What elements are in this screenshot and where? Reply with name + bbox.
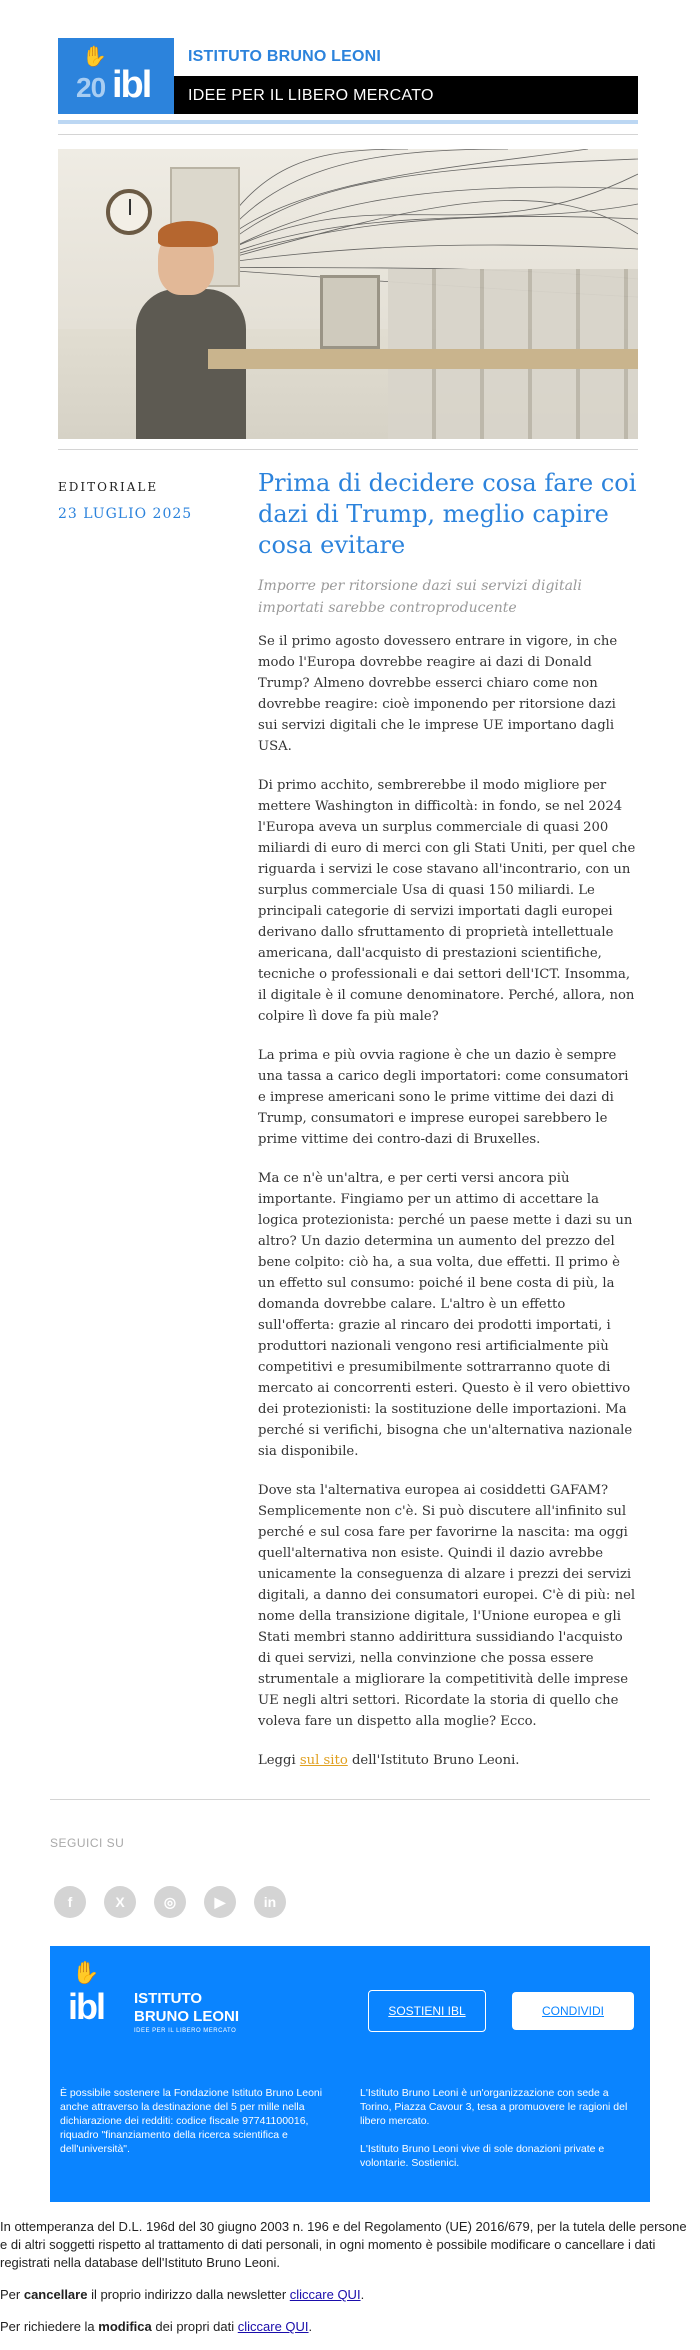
tagline-bar: IDEE PER IL LIBERO MERCATO	[174, 76, 638, 114]
torch-hand-icon: ✋	[72, 1960, 100, 1985]
logo-anniversary-number: 20	[76, 72, 106, 103]
article-body	[258, 468, 638, 1771]
edit-data-link[interactable]: cliccare QUI	[237, 2319, 309, 2334]
unsubscribe-mid: il proprio indirizzo dalla newsletter	[87, 2287, 290, 2302]
hero-illustration	[58, 149, 638, 439]
article-paragraph: Ma ce n'è un'altra, e per certi versi ancora più importante. Fingiamo per un attimo di accettare la logica protezionista: perché un paese mette i dazi su un altro? Un dazio determina un aumento del prezzo del bene colpito: ciò ha, a sua volta, due effetti. Il primo è un effetto sul consumo: poiché il bene costa di più, la domanda dovrebbe calare. L'altro è un effetto sull'offerta: grazie al rincaro dei prodotti importati, i produttori nazionali vengono resi artificialmente più competitivi e presumibilmente sottrarranno quote di mercato ai concorrenti esteri. Questo è il vero obiettivo dei protezionisti: la sostituzione delle importazioni. Ma perché si verifichi, bisogna che un'alternativa nazionale sia disponibile.	[258, 1171, 633, 1459]
article-meta	[58, 480, 238, 522]
article-paragraph: La prima e più ovvia ragione è che un dazio è sempre una tassa a carico degli importatori: come consumatori e imprese americani sono le prime vittime dei dazi di Trump, consumatori e imprese europei sarebbero le prime vittime dei contro-dazi di Bruxelles.	[258, 1048, 629, 1147]
social-links	[54, 1886, 700, 1918]
footer-logo-text: ibl	[68, 1986, 104, 2027]
divider	[58, 449, 638, 450]
torch-hand-icon: ✋	[82, 46, 107, 68]
edit-data-line	[0, 2318, 692, 2336]
newsletter-header	[58, 38, 638, 114]
footer-logo-name: BRUNO LEONI	[134, 2008, 239, 2025]
org-name: ISTITUTO BRUNO LEONI	[188, 48, 382, 65]
article-paragraph: Dove sta l'alternativa europea ai cosiddetti GAFAM? Semplicemente non c'è. Si può discutere all'infinito sul perché e sul cosa fare per favorirne la nascita: ma oggi quell'alternativa non esiste. Quindi il dazio avrebbe unicamente la conseguenza di alzare i prezzi dei servizi digitali, a danno dei consumatori europei. C'è di più: nel nome della transizione digitale, l'Unione europea e gli Stati membri stanno addirittura sussidiando l'acquisto di quei servizi, nella convinzione che possa essere strumentale a migliorare la competitività delle imprese UE negli altri settori. Ricordate la storia di quello che voleva fare un dispetto alla moglie? Ecco.	[258, 1483, 636, 1729]
logo-text: ibl	[112, 64, 151, 106]
divider	[58, 134, 638, 135]
read-more	[258, 1750, 638, 1771]
read-more-suffix: dell'Istituto Bruno Leoni.	[347, 1753, 520, 1768]
follow-label: SEGUICI SU	[50, 1836, 125, 1850]
footer-logo-name: ISTITUTO	[134, 1990, 203, 2007]
illustration-person-hair	[158, 221, 218, 247]
article-subtitle: Imporre per ritorsione dazi sui servizi digitali importati sarebbe controproducente	[258, 578, 582, 616]
edit-bold: modifica	[98, 2319, 152, 2334]
unsubscribe-line	[0, 2286, 692, 2304]
footer-logo-tagline: IDEE PER IL LIBERO MERCATO	[134, 2028, 237, 2034]
article-category: EDITORIALE	[58, 480, 159, 494]
linkedin-icon[interactable]: in	[254, 1886, 286, 1918]
unsubscribe-prefix: Per	[0, 2287, 24, 2302]
article-date: 23 LUGLIO 2025	[58, 506, 193, 522]
header-divider	[58, 120, 638, 124]
ibl-logo[interactable]	[58, 38, 174, 114]
footer-about-text: L'Istituto Bruno Leoni è un'organizzazione con sede a Torino, Piazza Cavour 3, tesa a promuovere le ragioni del libero mercato.	[360, 2087, 628, 2127]
unsubscribe-suffix: .	[360, 2287, 365, 2302]
facebook-icon[interactable]: f	[54, 1886, 86, 1918]
article-paragraph: Di primo acchito, sembrerebbe il modo migliore per mettere Washington in difficoltà: in fondo, se nel 2024 l'Europa aveva un surplus commerciale di quasi 200 miliardi di euro di merci con gli Stati Uniti, per quel che riguarda i servizi le cose stavano all'incontrario, con un surplus commerciale Usa di quasi 150 miliardi. Le principali categorie di servizi importati dagli europei derivano dallo sfruttamento di proprietà intellettuale americana, dall'acquisto di prestazioni scientifiche, tecniche o professionali e dai settori dell'ICT. Insomma, il digitale è il comune denominatore. Perché, allora, non colpire lì dove fa più male?	[258, 778, 636, 1024]
unsubscribe-link[interactable]: cliccare QUI	[289, 2287, 361, 2302]
article-title[interactable]: Prima di decidere cosa fare coi dazi di Trump, meglio capire cosa evitare	[258, 469, 637, 559]
x-twitter-icon[interactable]: X	[104, 1886, 136, 1918]
article-paragraph: Se il primo agosto dovessero entrare in vigore, in che modo l'Europa dovrebbe reagire ai dazi di Donald Trump? Almeno dovrebbe esserci chiaro come non dovrebbe reagire: cioè imponendo per ritorsione dazi sui servizi digitali che le imprese UE importano dagli USA.	[258, 634, 618, 754]
privacy-notice: In ottemperanza del D.L. 196d del 30 giugno 2003 n. 196 e del Regolamento (UE) 2016/679, per la tutela delle persone e di altri soggetti rispetto al trattamento di dati personali, in ogni momento è possibile modificare o cancellare i dati registrati nella database dell'Istituto Bruno Leoni.	[0, 2219, 687, 2270]
instagram-icon[interactable]: ◎	[154, 1886, 186, 1918]
read-more-link[interactable]: sul sito	[299, 1753, 348, 1768]
share-button[interactable]: CONDIVIDI	[512, 1992, 634, 2030]
edit-mid: dei propri dati	[151, 2319, 238, 2334]
legal-notice	[0, 2218, 700, 2336]
illustration-desk	[208, 349, 638, 369]
clock-icon	[106, 189, 152, 235]
illustration-monitor	[320, 275, 380, 349]
divider	[50, 1799, 650, 1800]
unsubscribe-bold: cancellare	[23, 2287, 88, 2302]
footer-about	[360, 2086, 636, 2170]
edit-prefix: Per richiedere la	[0, 2319, 99, 2334]
article	[58, 468, 638, 1771]
support-button[interactable]: SOSTIENI IBL	[368, 1990, 486, 2032]
edit-suffix: .	[308, 2319, 313, 2334]
read-more-prefix: Leggi	[258, 1753, 300, 1768]
footer-donate-text: L'Istituto Bruno Leoni vive di sole donazioni private e volontarie. Sostienici.	[360, 2143, 605, 2169]
footer-banner	[50, 1946, 650, 2202]
footer-donation-text: È possibile sostenere la Fondazione Istituto Bruno Leoni anche attraverso la destinazione del 5 per mille nella dichiarazione dei redditi: codice fiscale 97741100016, riquadro "finanziamento della ricerca scientifica e dell'università".	[60, 2087, 323, 2155]
youtube-icon[interactable]: ▶	[204, 1886, 236, 1918]
